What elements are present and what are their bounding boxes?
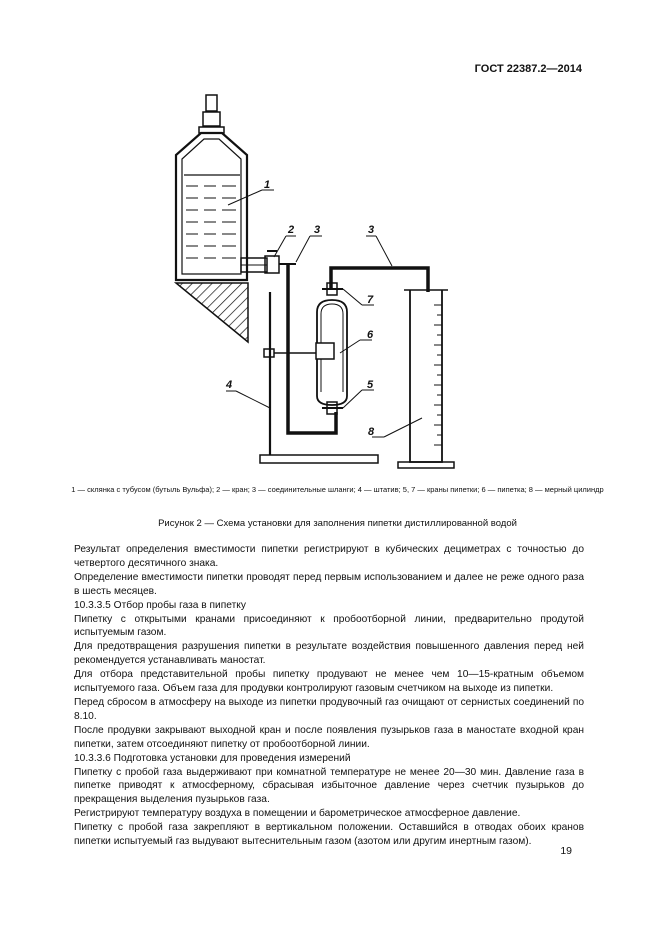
label-4: 4 (226, 379, 233, 391)
label-3b: 3 (368, 224, 375, 236)
paragraph: Пипетку с открытыми кранами присоединяют к пробоотборной линии, предварительно продутой испытуемым газом. (74, 613, 584, 639)
paragraph: Регистрируют температуру воздуха в помещении и барометрическое атмосферное давление. (74, 808, 521, 820)
paragraph: Для отбора представительной пробы пипетку продувают не менее чем 10—15-кратным объемом испытуемого газа. Объем газа для продувки контролируют газовым счетчиком на выходе из пипетки. (74, 669, 584, 695)
label-1: 1 (264, 179, 271, 191)
stand (260, 292, 378, 463)
label-7: 7 (367, 294, 374, 306)
paragraph: После продувки закрывают выходной кран и после появления пузырьков газа в маностате входной кран пипетки, затем отсоединяют пипетку от пробоотборной линии. (74, 724, 584, 750)
paragraph: Результат определения вместимости пипетки регистрируют в кубических дециметрах с точностью до четвертого десятичного знака. (74, 544, 584, 569)
label-2: 2 (288, 224, 295, 236)
figure-caption: Рисунок 2 — Схема установки для заполнения пипетки дистиллированной водой (158, 518, 517, 529)
wulff-bottle (176, 95, 267, 280)
figure-legend: 1 — склянка с тубусом (бутыль Вульфа); 2 — кран; 3 — соединительные шланги; 4 — штатив; 5, 7 — краны пипетки; 6 — пипетка; 8 — мерный цилиндр (71, 485, 604, 494)
standard-number: ГОСТ 22387.2—2014 (474, 63, 582, 75)
section-heading: 10.3.3.5 Отбор пробы газа в пипетку (74, 599, 246, 611)
valve-2 (265, 251, 288, 273)
page-number: 19 (560, 845, 572, 857)
section-heading: 10.3.3.6 Подготовка установки для проведения измерений (74, 752, 351, 764)
body-text (74, 543, 584, 849)
paragraph: Для предотвращения разрушения пипетки в результате воздействия повышенного давления перед ней рекомендуется устанавливать маностат. (74, 641, 584, 667)
label-5: 5 (367, 379, 374, 391)
graduated-cylinder (398, 290, 454, 468)
label-3a: 3 (314, 224, 321, 236)
pipette (316, 283, 347, 414)
label-6: 6 (367, 329, 374, 341)
paragraph: Определение вместимости пипетки проводят перед первым использованием и далее не реже одного раза в шесть месяцев. (74, 571, 584, 597)
label-8: 8 (368, 426, 375, 438)
paragraph: Перед сбросом в атмосферу на выходе из пипетки продувочный газ очищают от сернистых соединений по 8.10. (74, 696, 584, 722)
paragraph: Пипетку с пробой газа закрепляют в вертикальном положении. Оставшийся в отводах обоих кранов пипетки испытуемый газ выдувают вытеснительным газом (азотом или другим инертным газом). (74, 822, 584, 848)
paragraph: Пипетку с пробой газа выдерживают при комнатной температуре не менее 20—30 мин. Давление газа в пипетке приводят к атмосферному, сбрасывая избыточное давление через счетчик пузырьков до прекращения выделения пузырьков газа. (74, 766, 584, 806)
